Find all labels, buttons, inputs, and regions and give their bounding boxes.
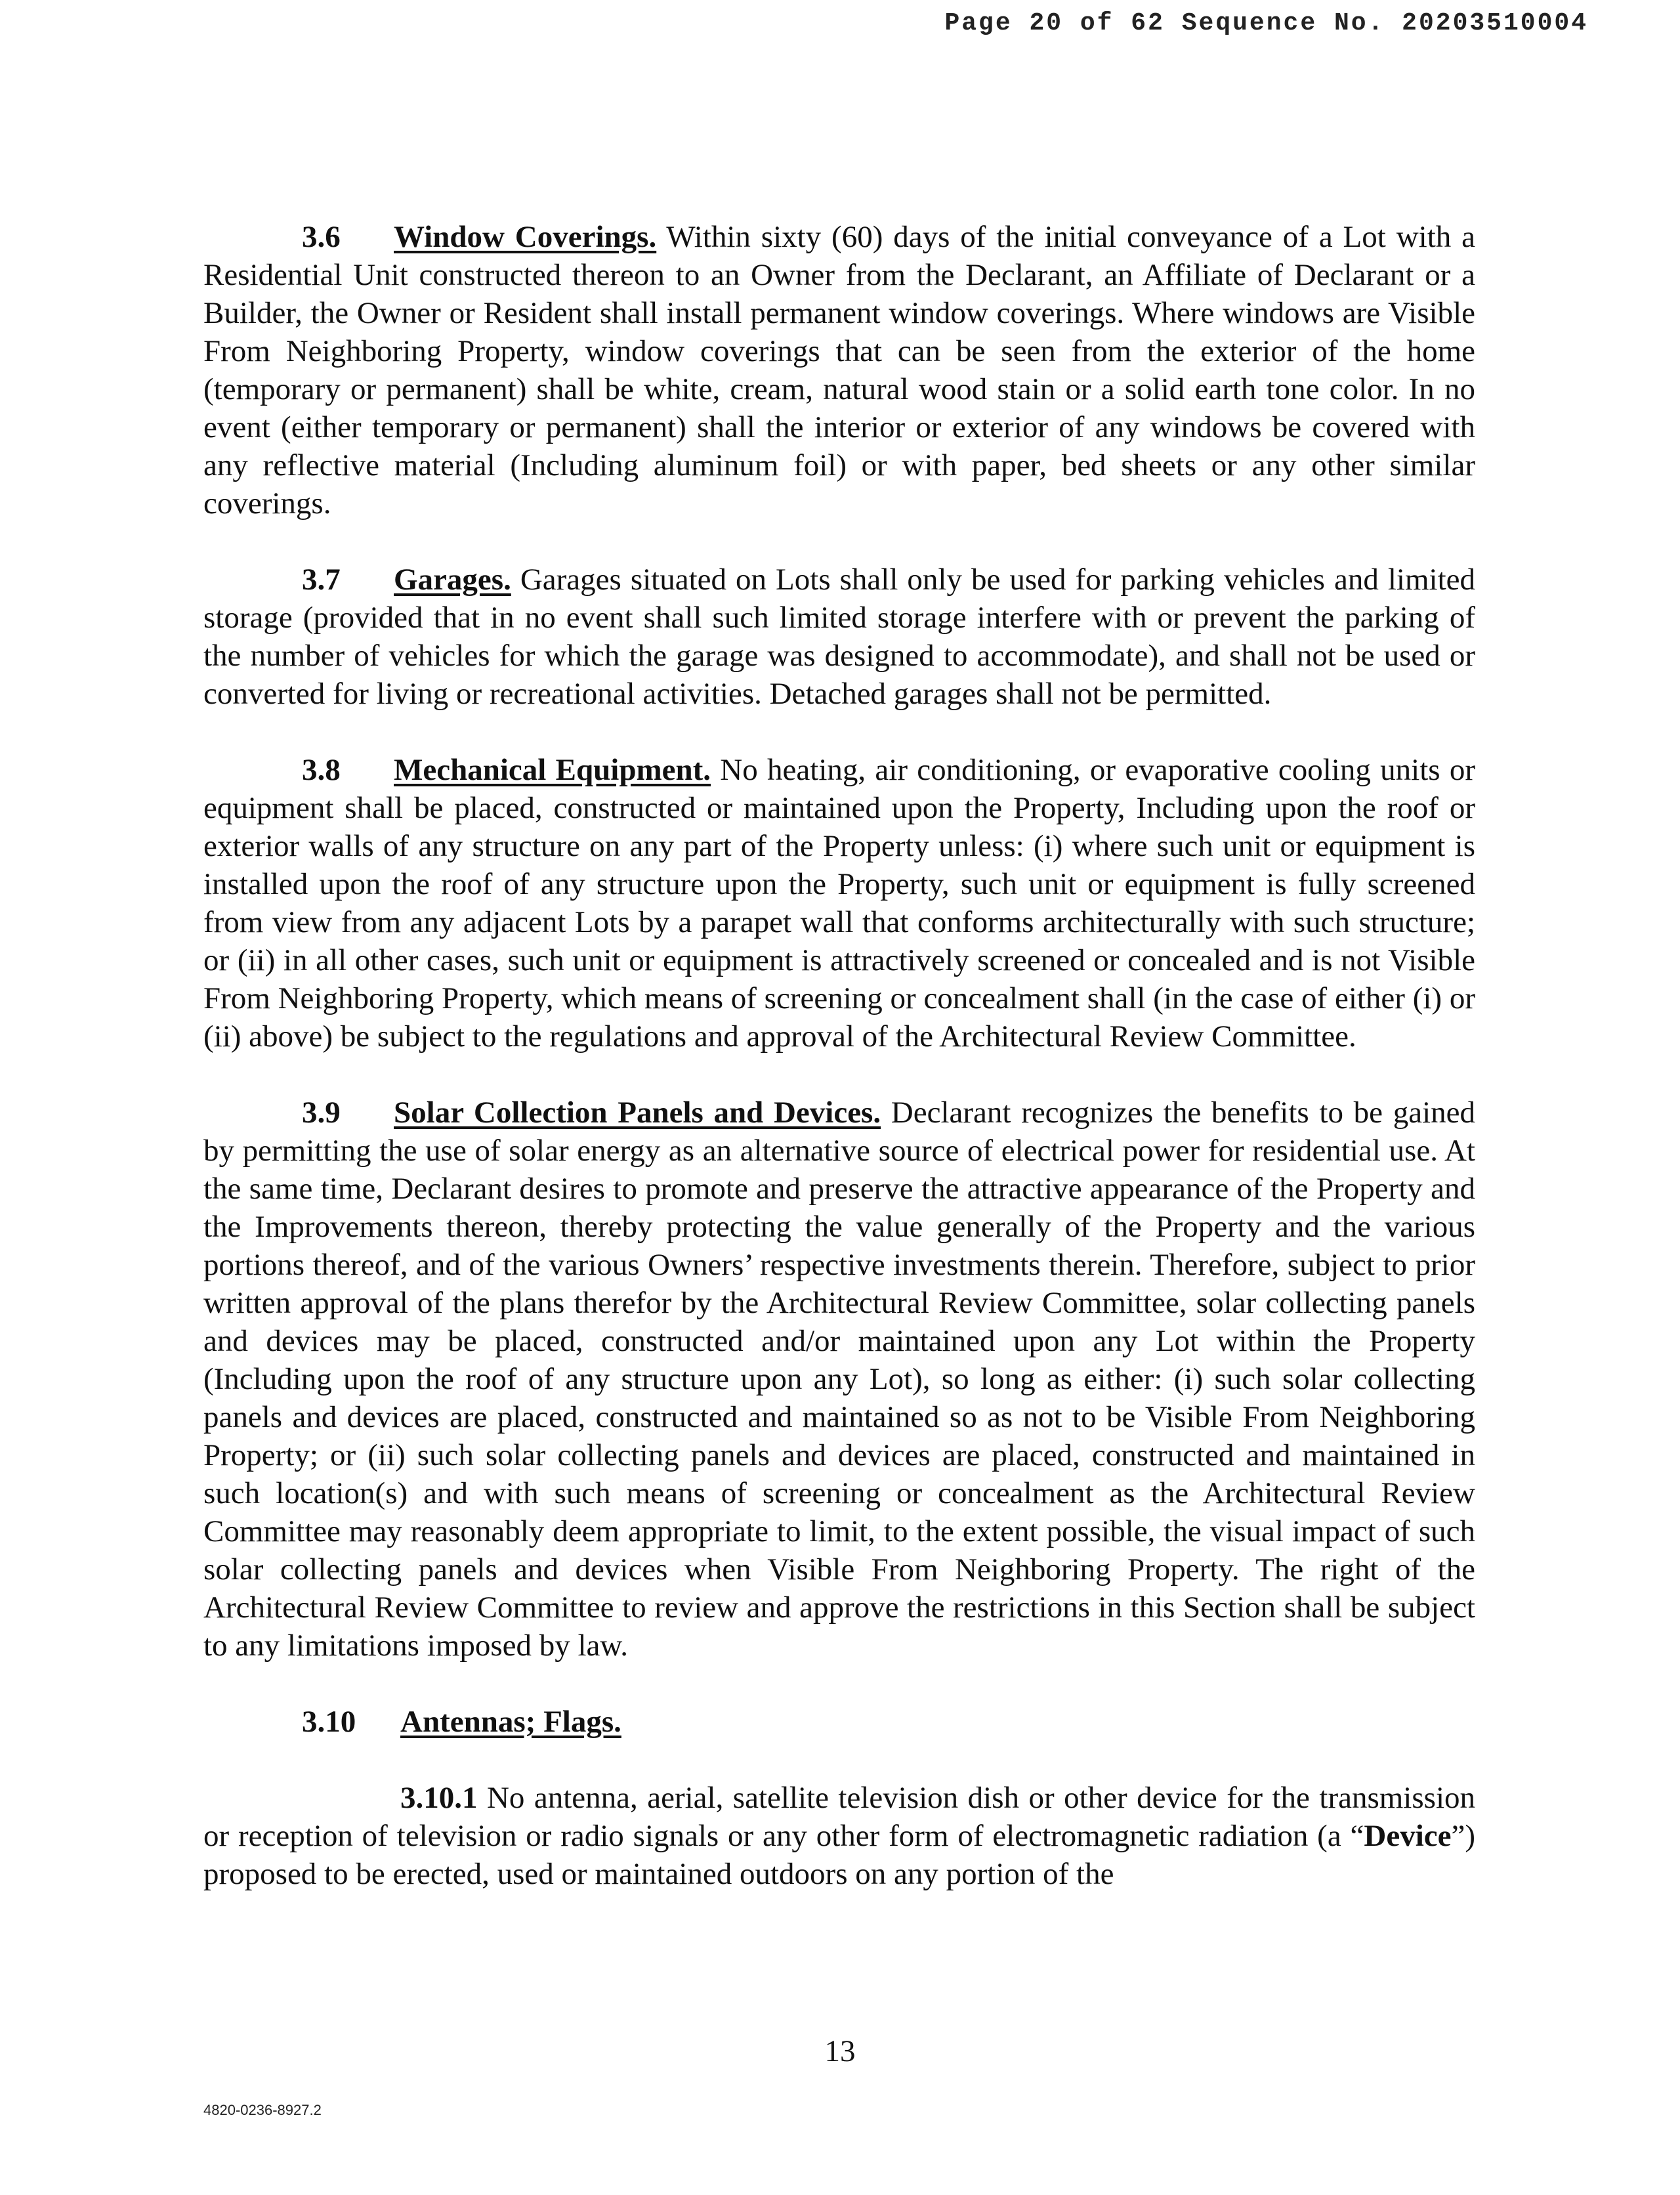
page-number: 13 (824, 2034, 856, 2068)
document-id: 4820-0236-8927.2 (203, 2102, 322, 2118)
section-body: Garages situated on Lots shall only be used for parking vehicles and limited storage (provided that in no event shall such limited storage interfere with or prevent the parking of the number of vehicles for which the garage was designed to accommodate), and shall not be used or converted for living or recreational activities. Detached garages shall not be permitted. (203, 563, 1475, 711)
section-3-7 (203, 561, 1475, 713)
section-3-8 (203, 751, 1475, 1055)
section-body-part-a: No antenna, aerial, satellite television dish or other device for the transmission or reception of television or radio signals or any other form of electromagnetic radiation (a “ (203, 1781, 1475, 1853)
section-body: No heating, air conditioning, or evaporative cooling units or equipment shall be placed, constructed or maintained upon the Property, Including upon the roof or exterior walls of any structure on any part of the Property unless: (i) where such unit or equipment is installed upon the roof of any structure upon the Property, such unit or equipment is fully screened from view from any adjacent Lots by a parapet wall that conforms architecturally with such structure; or (ii) in all other cases, such unit or equipment is attractively screened or concealed and is not Visible From Neighboring Property, which means of screening or concealment shall (in the case of either (i) or (ii) above) be subject to the regulations and approval of the Architectural Review Committee. (203, 753, 1476, 1054)
section-3-6 (203, 218, 1475, 522)
section-number: 3.9 (302, 1096, 341, 1130)
section-number: 3.10.1 (400, 1781, 478, 1815)
section-number: 3.7 (302, 563, 341, 597)
section-number: 3.6 (302, 220, 341, 254)
section-3-10-1 (203, 1779, 1475, 1893)
page-header: Page 20 of 62 Sequence No. 20203510004 (944, 9, 1588, 37)
section-title: Antennas; Flags. (400, 1705, 621, 1739)
section-number: 3.8 (302, 753, 341, 787)
section-title: Window Coverings. (394, 220, 657, 254)
section-title: Garages. (394, 563, 511, 597)
section-title: Solar Collection Panels and Devices. (394, 1096, 881, 1130)
section-number: 3.10 (302, 1705, 356, 1739)
section-3-9 (203, 1094, 1475, 1665)
defined-term: Device (1364, 1819, 1452, 1853)
section-body: Declarant recognizes the benefits to be gained by permitting the use of solar energy as an alternative source of electrical power for residential use. At the same time, Declarant desires to promote and preserve the attractive appearance of the Property and the Improvements thereon, thereby protecting the value generally of the Property and the various portions thereof, and of the various Owners’ respective investments therein. Therefore, subject to prior written approval of the plans therefor by the Architectural Review Committee, solar collecting panels and devices may be placed, constructed and/or maintained upon any Lot within the Property (Including upon the roof of any structure upon any Lot), so long as either: (i) such solar collecting panels and devices are placed, constructed and maintained so as not to be Visible From Neighboring Property; or (ii) such solar collecting panels and devices are placed, constructed and maintained in such location(s) and with such means of screening or concealment as the Architectural Review Committee may reasonably deem appropriate to limit, to the extent possible, the visual impact of such solar collecting panels and devices when Visible From Neighboring Property. The right of the Architectural Review Committee to review and approve the restrictions in this Section shall be subject to any limitations imposed by law. (203, 1096, 1476, 1663)
section-body: Within sixty (60) days of the initial conveyance of a Lot with a Residential Unit constructed thereon to an Owner from the Declarant, an Affiliate of Declarant or a Builder, the Owner or Resident shall install permanent window coverings. Where windows are Visible From Neighboring Property, window coverings that can be seen from the exterior of the home (temporary or permanent) shall be white, cream, natural wood stain or a solid earth tone color. In no event (either temporary or permanent) shall the interior or exterior of any windows be covered with any reflective material (Including aluminum foil) or with paper, bed sheets or any other similar coverings. (203, 220, 1475, 521)
section-title: Mechanical Equipment. (394, 753, 711, 787)
document-body (203, 218, 1475, 1931)
section-3-10 (203, 1703, 1475, 1741)
section-body-part-b: ”) proposed to be erected, used or maintained outdoors on any portion of the (203, 1819, 1475, 1891)
